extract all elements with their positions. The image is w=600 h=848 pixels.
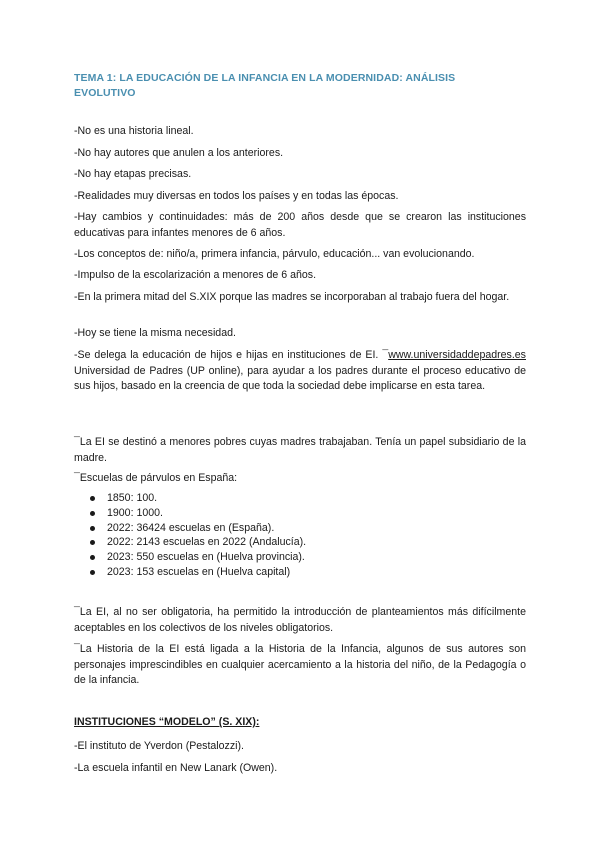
bullet-icon (90, 540, 95, 545)
list-item (74, 521, 526, 536)
list-item (74, 565, 526, 580)
paragraph: -No hay autores que anulen a los anteriores. (74, 147, 284, 159)
list-item-text: 2023: 550 escuelas en (Huelva provincia). (107, 551, 305, 564)
list-label: ¯Escuelas de párvulos en España: (74, 472, 238, 484)
page-title: TEMA 1: LA EDUCACIÓN DE LA INFANCIA EN LA MODERNIDAD: ANÁLISIS EVOLUTIVO (74, 72, 456, 99)
list-item-text: 2022: 36424 escuelas en (España). (107, 521, 275, 534)
paragraph: -No es una historia lineal. (74, 125, 194, 137)
list-item (74, 550, 526, 565)
paragraph: ¯La EI, al no ser obligatoria, ha permitido la introducción de planteamientos más difícilmente aceptables en los colectivos de los niveles obligatorios. (74, 606, 526, 634)
paragraph: -Hay cambios y continuidades: más de 200 años desde que se crearon las instituciones educativas para infantes menores de 6 años. (74, 211, 526, 239)
delegation-rest: Universidad de Padres (UP online), para ayudar a los padres durante el proceso educativo de sus hijos, basado en la creencia de que toda la sociedad debe implicarse en esta tarea. (74, 364, 526, 392)
paragraph: -No hay etapas precisas. (74, 168, 192, 180)
section-heading: INSTITUCIONES “MODELO” (S. XIX): (74, 716, 260, 728)
list-item-text: 2023: 153 escuelas en (Huelva capital) (107, 565, 291, 578)
list-item (74, 535, 526, 550)
link-marker: ¯ (382, 349, 389, 361)
list-item-text: 2022: 2143 escuelas en 2022 (Andalucía). (107, 536, 307, 549)
list-item (74, 506, 526, 521)
bullet-icon (90, 555, 95, 560)
paragraph: -Hoy se tiene la misma necesidad. (74, 327, 236, 339)
paragraph: -Realidades muy diversas en todos los países y en todas las épocas. (74, 190, 399, 202)
list-item (74, 491, 526, 506)
delegation-paragraph (74, 348, 526, 395)
bullet-icon (90, 570, 95, 575)
paragraph: -El instituto de Yverdon (Pestalozzi). (74, 740, 244, 752)
bullet-icon (90, 496, 95, 501)
paragraph: ¯La EI se destinó a menores pobres cuyas madres trabajaban. Tenía un papel subsidiario de la madre. (74, 436, 526, 464)
paragraph: -En la primera mitad del S.XIX porque las madres se incorporaban al trabajo fuera del hogar. (74, 291, 510, 303)
website-link[interactable]: www.universidaddepadres.es (388, 349, 526, 361)
paragraph: -Impulso de la escolarización a menores de 6 años. (74, 269, 317, 281)
bullet-icon (90, 526, 95, 531)
paragraph: ¯La Historia de la EI está ligada a la Historia de la Infancia, algunos de sus autores son personajes imprescindibles en cualquier acercamiento a la historia del niño, de la Pedagogía o de la infancia. (74, 643, 526, 686)
list-item-text: 1850: 100. (107, 492, 158, 504)
bullet-icon (90, 511, 95, 516)
paragraph: -La escuela infantil en New Lanark (Owen). (74, 762, 278, 774)
paragraph: -Los conceptos de: niño/a, primera infancia, párvulo, educación... van evolucionando. (74, 248, 475, 260)
list-item-text: 1900: 1000. (107, 506, 163, 519)
delegation-line: -Se delega la educación de hijos e hijas en instituciones de EI. (74, 349, 379, 361)
schools-list (74, 491, 526, 580)
